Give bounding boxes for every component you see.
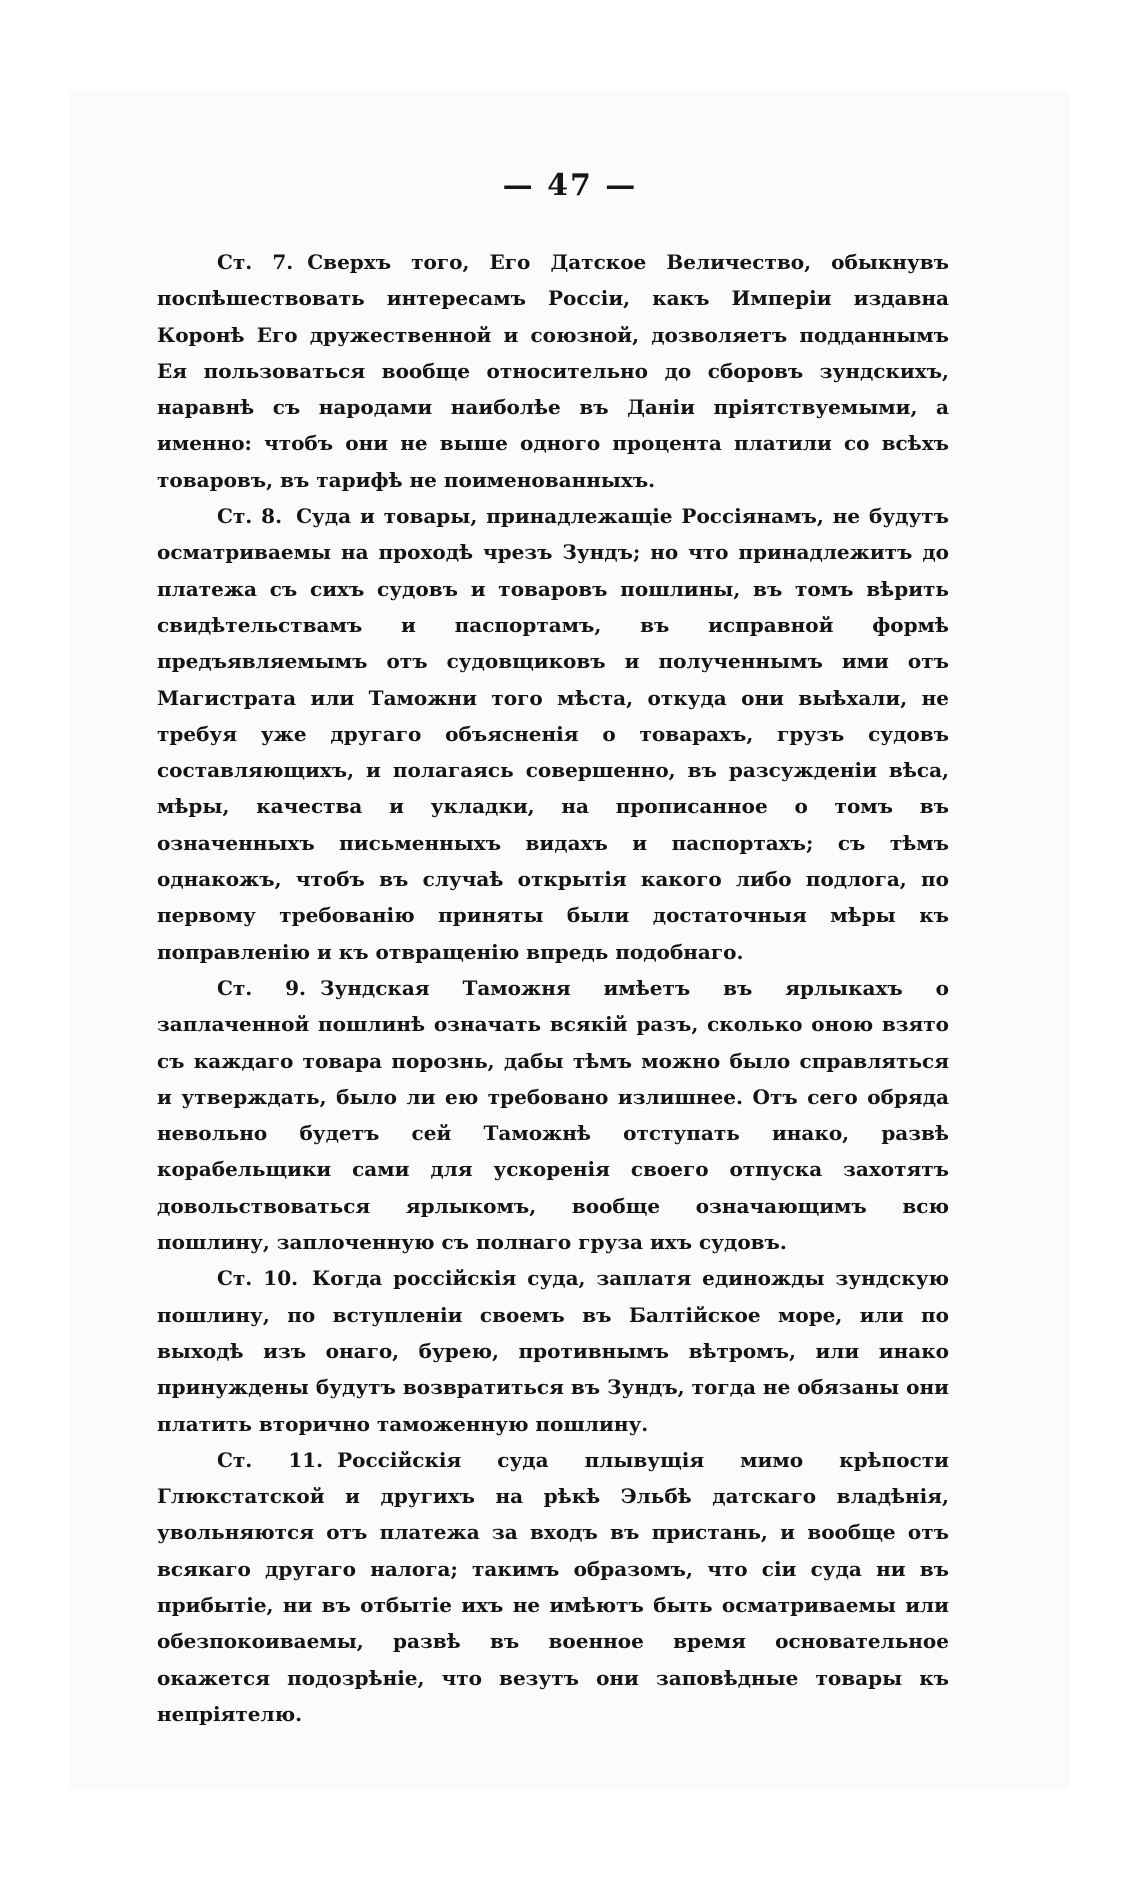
page-number: — 47 — xyxy=(502,168,638,203)
article-number: Ст. 11. xyxy=(217,1447,324,1472)
article-number: Ст. 10. xyxy=(217,1266,299,1291)
article-text: Россійскія суда плывущія мимо крѣпости Глюкстатской и другихъ на рѣкѣ Эльбѣ датскаго владѣнія, увольняются отъ платежа за входъ въ пристань, и вообще отъ всякаго другаго налога; такимъ образомъ, что сіи суда ни въ прибытіе, ни въ отбытіе ихъ не имѣютъ быть осматриваемы или обезпокоиваемы, развѣ въ военное время основательное окажется подозрѣніе, что везутъ они заповѣдные товары къ непріятелю. xyxy=(157,1447,949,1726)
article-7 xyxy=(157,244,949,498)
article-text: Сверхъ того, Его Датское Величество, обыкнувъ поспѣшествовать интересамъ Россіи, какъ Имперіи издавна Коронѣ Его дружественной и союзной, дозволяетъ подданнымъ Ея пользоваться вообще относительно до сборовъ зундскихъ, наравнѣ съ народами наиболѣе въ Даніи пріятствуемыми, а именно: чтобъ они не выше одного процента платили со всѣхъ товаровъ, въ тарифѣ не поименованныхъ. xyxy=(157,250,949,492)
article-11 xyxy=(157,1442,949,1732)
article-number: Ст. 7. xyxy=(217,250,294,274)
article-text: Зундская Таможня имѣетъ въ ярлыкахъ о заплаченной пошлинѣ означать всякій разъ, сколько оною взято съ каждаго товара порознь, дабы тѣмъ можно было справляться и утверждать, было ли ею требовано излишнее. Отъ сего обряда невольно будетъ сей Таможнѣ отступать инако, развѣ корабельщики сами для ускоренія своего отпуска захотятъ довольствоваться ярлыкомъ, вообще означающимъ всю пошлину, заплоченную съ полнаго груза ихъ судовъ. xyxy=(157,975,949,1255)
article-text: Когда россійскія суда, заплатя единожды зундскую пошлину, по вступленіи своемъ въ Балтійское море, или по выходѣ изъ онаго, бурею, противнымъ вѣтромъ, или инако принуждены будутъ возвратиться въ Зундъ, тогда не обязаны они платить вторично таможенную пошлину. xyxy=(157,1266,950,1436)
article-9 xyxy=(157,970,949,1260)
article-text: Суда и товары, принадлежащіе Россіянамъ, не будутъ осматриваемы на проходѣ чрезъ Зундъ; но что принадлежитъ до платежа съ сихъ судовъ и товаровъ пошлины, въ томъ вѣрить свидѣтельствамъ и паспортамъ, въ исправной формѣ предъявляемымъ отъ судовщиковъ и полученнымъ ими отъ Магистрата или Таможни того мѣста, откуда они выѣхали, не требуя уже другаго объясненія о товарахъ, грузъ судовъ составляющихъ, и полагаясь совершенно, въ разсужденіи вѣса, мѣры, качества и укладки, на прописанное о томъ въ означенныхъ письменныхъ видахъ и паспортахъ; съ тѣмъ однакожъ, чтобъ въ случаѣ открытія какого либо подлога, по первому требованію приняты были достаточныя мѣры къ поправленію и къ отвращенію впредь подобнаго. xyxy=(157,504,949,964)
article-number: Ст. 8. xyxy=(217,504,283,529)
article-number: Ст. 9. xyxy=(217,975,307,1000)
article-10 xyxy=(157,1260,949,1441)
article-8 xyxy=(157,498,949,970)
treaty-text xyxy=(157,244,949,1732)
